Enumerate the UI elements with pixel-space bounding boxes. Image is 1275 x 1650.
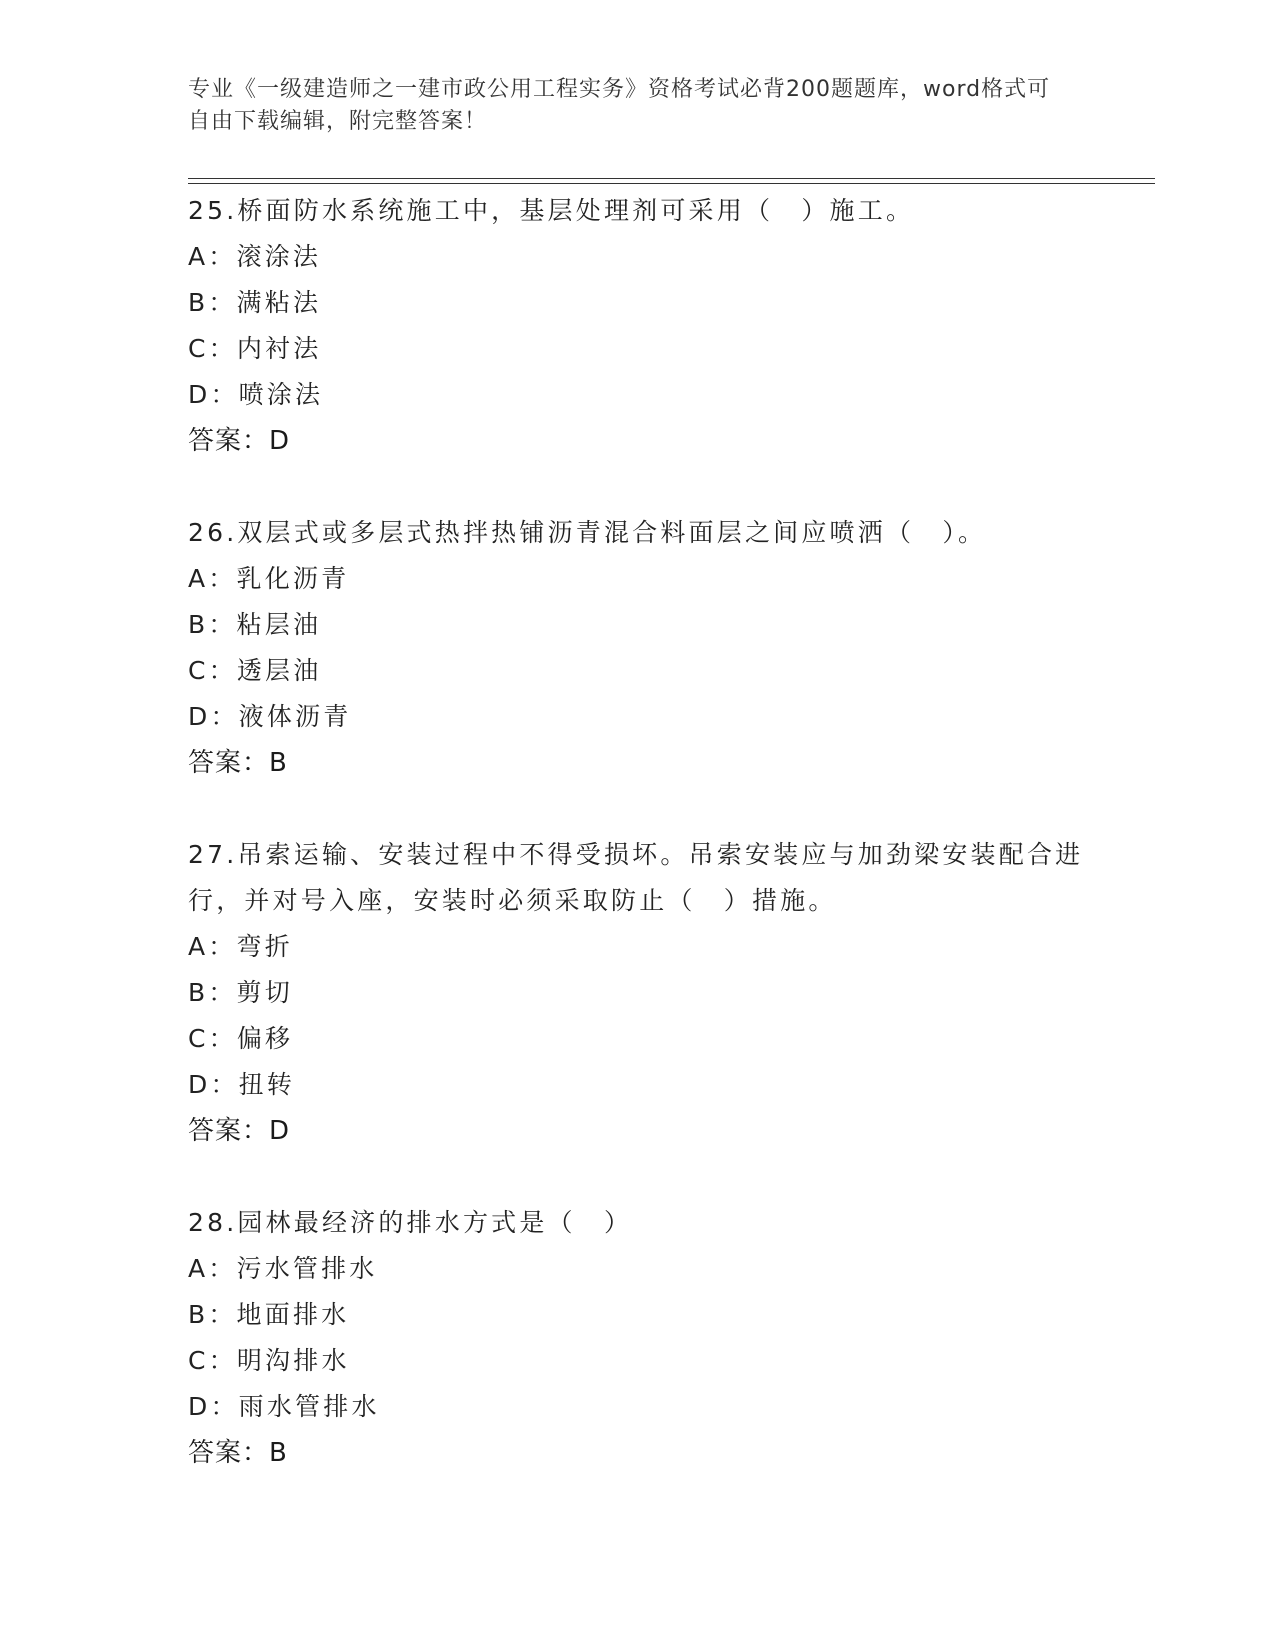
option-c: C：内衬法	[188, 334, 322, 363]
question-28	[188, 1200, 1088, 1476]
option-b: B：剪切	[188, 978, 293, 1007]
option-b: B：粘层油	[188, 610, 322, 639]
question-stem: 28.园林最经济的排水方式是（ ）	[188, 1208, 633, 1237]
option-b: B：地面排水	[188, 1300, 350, 1329]
question-list	[188, 188, 1088, 1476]
answer: 答案：B	[188, 748, 288, 778]
option-a: A：污水管排水	[188, 1254, 378, 1283]
document-header: 专业《一级建造师之一建市政公用工程实务》资格考试必背200题题库，word格式可自由下载编辑，附完整答案！	[188, 77, 1051, 134]
header-divider-bottom	[188, 183, 1155, 184]
option-a: A：滚涂法	[188, 242, 322, 271]
answer: 答案：B	[188, 1438, 288, 1468]
option-c: C：透层油	[188, 656, 322, 685]
question-27	[188, 832, 1088, 1154]
answer: 答案：D	[188, 1116, 291, 1146]
option-d: D：雨水管排水	[188, 1392, 380, 1421]
option-d: D：喷涂法	[188, 380, 324, 409]
answer: 答案：D	[188, 426, 291, 456]
header-divider-top	[188, 178, 1155, 179]
question-stem: 26.双层式或多层式热拌热铺沥青混合料面层之间应喷洒（ ）。	[188, 518, 987, 547]
option-d: D：液体沥青	[188, 702, 352, 731]
option-a: A：乳化沥青	[188, 564, 350, 593]
option-b: B：满粘法	[188, 288, 322, 317]
option-d: D：扭转	[188, 1070, 296, 1099]
option-a: A：弯折	[188, 932, 293, 961]
option-c: C：偏移	[188, 1024, 294, 1053]
question-stem: 27.吊索运输、安装过程中不得受损坏。吊索安装应与加劲梁安装配合进行，并对号入座，安装时必须采取防止（ ）措施。	[188, 840, 1084, 915]
question-stem: 25.桥面防水系统施工中，基层处理剂可采用（ ）施工。	[188, 196, 915, 225]
question-25	[188, 188, 1088, 464]
question-26	[188, 510, 1088, 786]
option-c: C：明沟排水	[188, 1346, 350, 1375]
